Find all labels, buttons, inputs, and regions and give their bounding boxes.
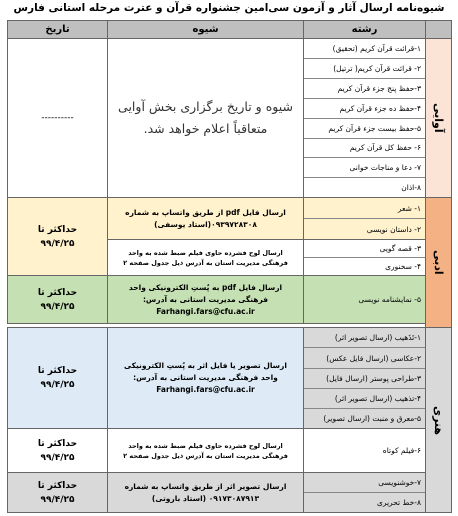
header-row [8, 21, 452, 39]
honari-field-film [304, 429, 426, 473]
field-item: ۴-تذهیب (ارسال تصویر اثر) [304, 389, 425, 409]
method-line: ۰۹۳۹۷۲۸۳۰۸(استاد یوسفی) [154, 219, 257, 229]
field-item: ۲- داستان نویسی [366, 224, 421, 234]
honari-method-whatsapp [108, 473, 304, 513]
field-item: ۷-خوشنویسی [304, 473, 425, 493]
avayi-fields [304, 38, 426, 197]
method-line: ۰۹۱۷۳۰۸۷۹۱۳ (استاد باروتی) [151, 493, 260, 503]
date-line: حداکثر تا [37, 287, 78, 298]
date-line: حداکثر تا [37, 224, 78, 235]
method-line: ارسال فایل pdf از طریق واتساپ به شماره [125, 207, 286, 217]
honari-date-2 [8, 429, 108, 473]
field-item: ۵- نمایشنامه نویسی [358, 295, 421, 305]
field-item: ۷- دعا و مناجات خوانی [304, 158, 425, 178]
method-line: ارسال لوح فشرده حاوی فیلم ضبط شده به واحد [128, 248, 283, 257]
date-value: ۹۹/۴/۲۵ [40, 380, 75, 391]
header-category [426, 21, 452, 39]
date-line: حداکثر تا [37, 438, 78, 449]
adabi-method-whatsapp [108, 198, 304, 240]
field-item: ۴- سخنوری [385, 261, 421, 271]
honari-method-cd [108, 429, 304, 473]
header-date: تاریخ [8, 21, 108, 39]
field-item: ۲- قرائت قرآن کریم( ترتیل) [304, 59, 425, 79]
schedule-table [7, 20, 452, 513]
date-value: ۹۹/۴/۲۵ [40, 452, 75, 463]
date-line: حداکثر تا [37, 366, 78, 377]
field-item: ۳-حفظ پنج جزء قرآن کریم [304, 79, 425, 99]
header-method: شیوه [108, 21, 304, 39]
field-item: ۲-عکاسی (ارسال فایل عکس) [304, 348, 425, 368]
method-line: ارسال تصویر یا فایل اثر به پُستِ الکترونیکی [124, 361, 287, 371]
method-line: فرهنگی مدیریت استانی به آدرس: [142, 294, 269, 304]
field-item: ۱-تَذَهیب (ارسال تصویر اثر) [304, 328, 425, 348]
category-honari: هنری [426, 328, 452, 513]
page-title: شیوه‌نامه ارسال آثار و آزمون سی‌امین جشنواره قرآن و عترت مرحله استانی فارس [13, 2, 445, 14]
avayi-date: ---------- [8, 38, 108, 197]
field-item: ۴-حفظ ده جزء قرآن کریم [304, 99, 425, 119]
avayi-row [8, 38, 452, 197]
adabi-date-1 [8, 198, 108, 276]
field-item: ۶-فیلم کوتاه [382, 446, 421, 456]
field-item: ۵-معرق و منبت (ارسال تصویر) [323, 413, 421, 423]
field-item: ۸-اذان [401, 183, 421, 193]
email-address: Farhangi.fars@cfu.ac.ir [156, 306, 255, 316]
adabi-field-5 [304, 275, 426, 323]
honari-fields-1 [304, 328, 426, 429]
method-line: ارسال لوح فشرده حاوی فیلم ضبط شده به واحد [128, 441, 283, 450]
adabi-fields-2 [304, 240, 426, 276]
field-item: ۱- شعر [304, 198, 425, 219]
header-field: رشته [304, 21, 426, 39]
field-item: ۳-طراحی پوستر (ارسال فایل) [304, 369, 425, 389]
field-item: ۱-قرائت قرآن کریم (تحقیق) [304, 39, 425, 59]
category-avayi: آوایی [426, 38, 452, 197]
adabi-row-1 [8, 198, 452, 240]
honari-row-3 [8, 473, 452, 513]
method-line: فرهنگی مدیریت استان به آدرس ذیل جدول صفحه ۲ [123, 258, 288, 267]
honari-row-1 [8, 328, 452, 429]
date-line: حداکثر تا [37, 480, 78, 491]
method-line: ارسال فایل pdf به پُستِ الکترونیکی واحد [128, 282, 283, 292]
field-item: ۵-حفظ بیست جزء قرآن کریم [304, 119, 425, 139]
field-item: ۸-خط تحریری [376, 498, 421, 508]
method-line: ارسال تصویر اثر از طریق واتساپ به شماره [124, 481, 287, 491]
adabi-method-email [108, 275, 304, 323]
category-adabi: ادبی [426, 198, 452, 328]
adabi-method-cd [108, 240, 304, 276]
date-value: ۹۹/۴/۲۵ [40, 301, 75, 312]
method-line: واحد فرهنگی مدیریت استانی به آدرس: [133, 373, 278, 383]
avayi-method: شیوه و تاریخ برگزاری بخش آوایی متعاقباً اعلام خواهد شد. [108, 38, 304, 197]
email-address: Farhangi.fars@cfu.ac.ir [156, 385, 255, 395]
field-item: ۶- حفظ کل قرآن کریم [304, 139, 425, 159]
honari-method-email [108, 328, 304, 429]
method-line: فرهنگی مدیریت استان به آدرس ذیل جدول صفحه ۲ [123, 451, 288, 460]
adabi-fields-1 [304, 198, 426, 240]
honari-date-3 [8, 473, 108, 513]
honari-fields-3 [304, 473, 426, 513]
honari-row-2 [8, 429, 452, 473]
date-value: ۹۹/۴/۲۵ [40, 494, 75, 505]
field-item: ۳- قصه گویی [304, 240, 425, 258]
adabi-row-3 [8, 275, 452, 323]
date-value: ۹۹/۴/۲۵ [40, 238, 75, 249]
honari-date-1 [8, 328, 108, 429]
adabi-date-2 [8, 275, 108, 323]
